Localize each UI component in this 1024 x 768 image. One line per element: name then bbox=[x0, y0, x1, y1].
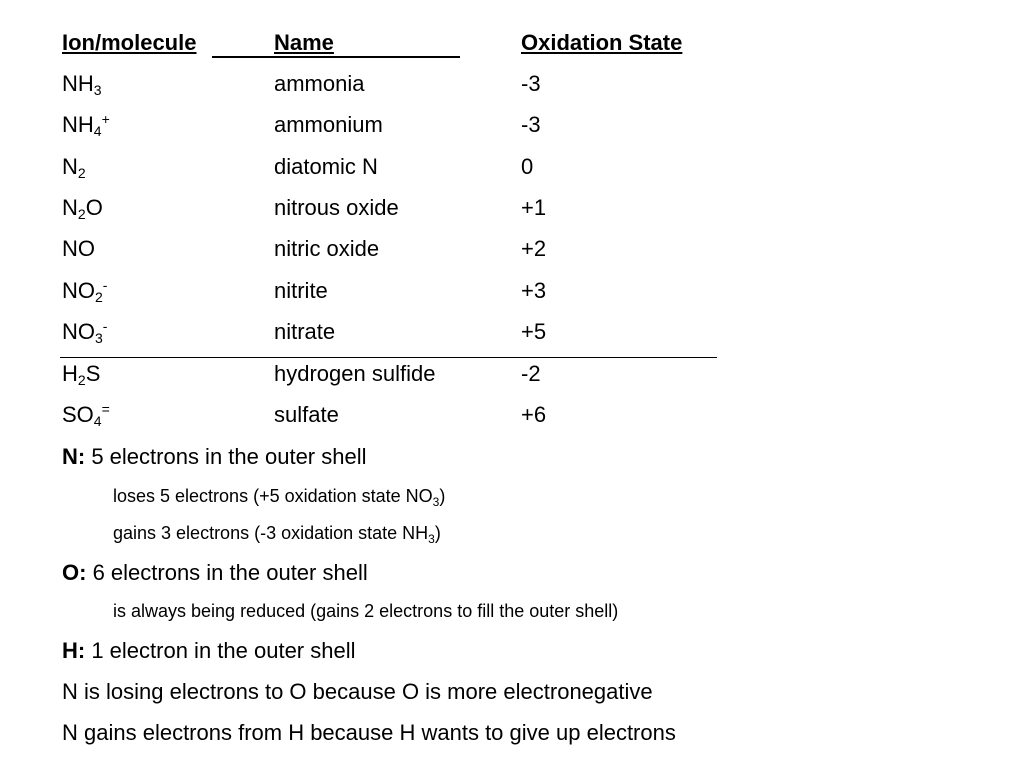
state-cell: +5 bbox=[521, 319, 547, 344]
nitrogen-label: N: bbox=[62, 444, 86, 469]
state-cell: +3 bbox=[521, 278, 547, 303]
formula-cell: $NH_4^+$ bbox=[62, 111, 110, 139]
state-cell: -3 bbox=[521, 112, 541, 137]
formula-cell: $H_2S$ bbox=[62, 361, 101, 388]
summary-line-1: N is losing electrons to O because O is more electronegative bbox=[62, 679, 653, 704]
nitrogen-note bbox=[62, 442, 367, 472]
state-cell: 0 bbox=[521, 154, 534, 179]
state-cell: +1 bbox=[521, 195, 547, 220]
hydrogen-note bbox=[62, 636, 356, 666]
name-cell: nitrite bbox=[274, 278, 328, 303]
hydrogen-label: H: bbox=[62, 638, 86, 663]
hydrogen-text: 1 electron in the outer shell bbox=[85, 638, 356, 663]
header-name: Name bbox=[274, 30, 334, 55]
name-cell: nitrate bbox=[274, 319, 336, 344]
formula-cell: $N_2$ bbox=[62, 154, 86, 181]
header-underline-divider bbox=[212, 56, 460, 58]
header-oxidation-state: Oxidation State bbox=[521, 30, 683, 55]
name-cell: diatomic N bbox=[274, 154, 378, 179]
formula-cell: $NO_2^-$ bbox=[62, 277, 108, 305]
name-cell: nitrous oxide bbox=[274, 195, 399, 220]
name-cell: ammonia bbox=[274, 71, 365, 96]
nitrogen-loses-note: loses 5 electrons (+5 oxidation state $NO_3$) bbox=[113, 486, 446, 509]
formula-cell: NO bbox=[62, 236, 95, 261]
state-cell: +2 bbox=[521, 236, 547, 261]
state-cell: +6 bbox=[521, 402, 547, 427]
nitrogen-gains-note: gains 3 electrons (-3 oxidation state $NH_3$) bbox=[113, 523, 441, 546]
summary-line-2: N gains electrons from H because H wants to give up electrons bbox=[62, 720, 676, 745]
state-cell: -3 bbox=[521, 71, 541, 96]
formula-cell: $SO_4^=$ bbox=[62, 401, 110, 429]
oxygen-label: O: bbox=[62, 560, 87, 585]
formula-cell: $NO_3^-$ bbox=[62, 318, 108, 346]
state-cell: -2 bbox=[521, 361, 541, 386]
name-cell: nitric oxide bbox=[274, 236, 380, 261]
formula-cell: $NH_3$ bbox=[62, 71, 102, 98]
nitrogen-text: 5 electrons in the outer shell bbox=[85, 444, 367, 469]
oxygen-text: 6 electrons in the outer shell bbox=[86, 560, 368, 585]
formula-cell: $N_2O$ bbox=[62, 195, 103, 222]
oxygen-note bbox=[62, 558, 368, 588]
oxygen-reduced-note: is always being reduced (gains 2 electrons to fill the outer shell) bbox=[113, 601, 619, 621]
header-ion-molecule: Ion/molecule bbox=[62, 30, 197, 55]
name-cell: ammonium bbox=[274, 112, 383, 137]
name-cell: hydrogen sulfide bbox=[274, 361, 436, 386]
name-cell: sulfate bbox=[274, 402, 339, 427]
nitrogen-sulfur-divider bbox=[60, 357, 717, 358]
